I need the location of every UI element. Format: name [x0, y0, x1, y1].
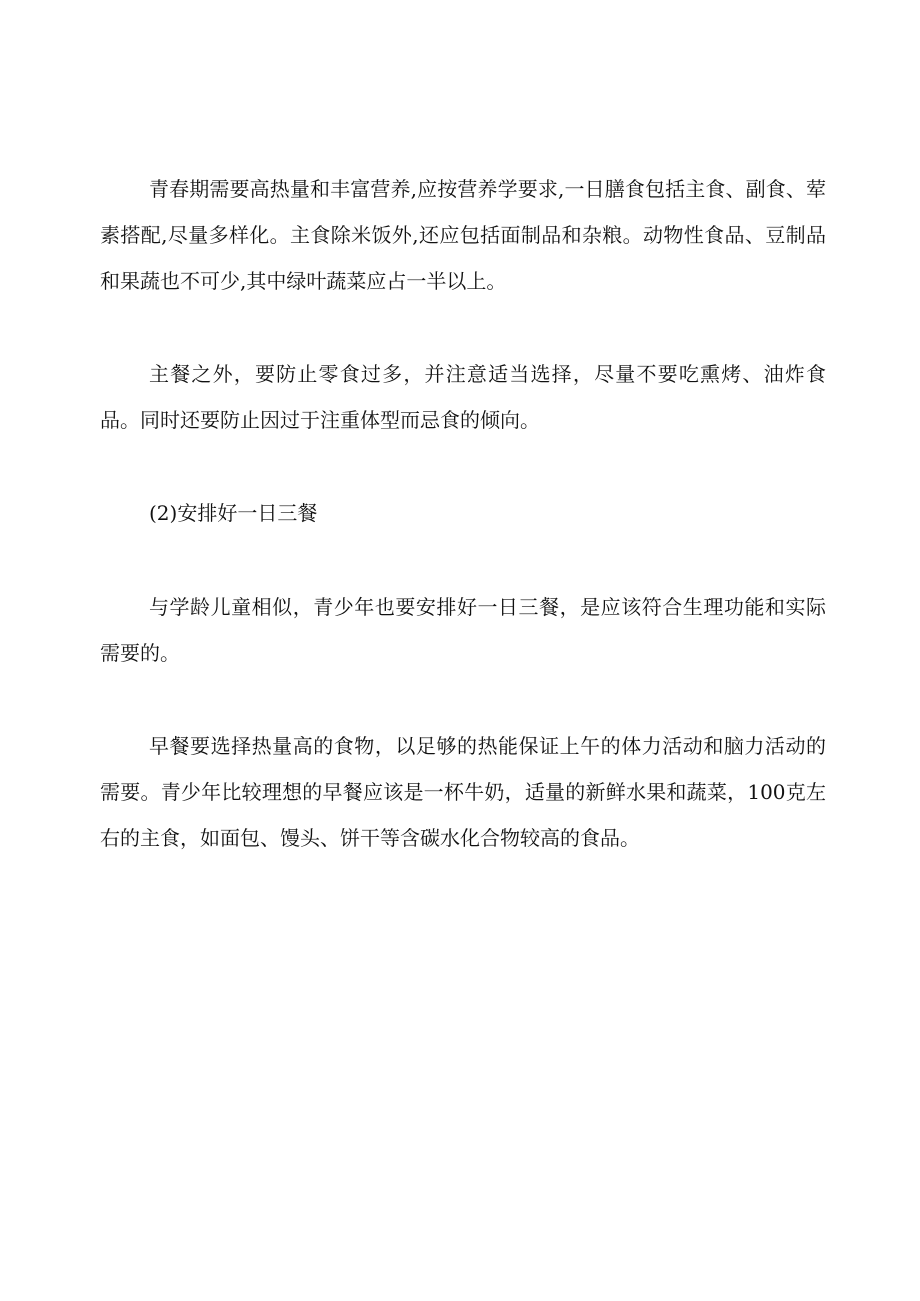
paragraph-snacks: 主餐之外，要防止零食过多，并注意适当选择，尽量不要吃熏烤、油炸食品。同时还要防止因过于注重体型而忌食的倾向。 — [100, 362, 826, 432]
document-body — [100, 166, 826, 861]
paragraph-breakfast: 早餐要选择热量高的食物，以足够的热能保证上午的体力活动和脑力活动的需要。青少年比较理想的早餐应该是一杯牛奶，适量的新鲜水果和蔬菜，100克左右的主食，如面包、馒头、饼干等含碳水化合物较高的食品。 — [100, 734, 826, 850]
paragraph-three-meals: 与学龄儿童相似，青少年也要安排好一日三餐，是应该符合生理功能和实际需要的。 — [100, 595, 826, 665]
section-heading-three-meals: (2)安排好一日三餐 — [149, 501, 318, 525]
paragraph-nutrition: 青春期需要高热量和丰富营养,应按营养学要求,一日膳食包括主食、副食、荤素搭配,尽量多样化。主食除米饭外,还应包括面制品和杂粮。动物性食品、豆制品和果蔬也不可少,其中绿叶蔬菜应占一半以上。 — [100, 177, 826, 293]
